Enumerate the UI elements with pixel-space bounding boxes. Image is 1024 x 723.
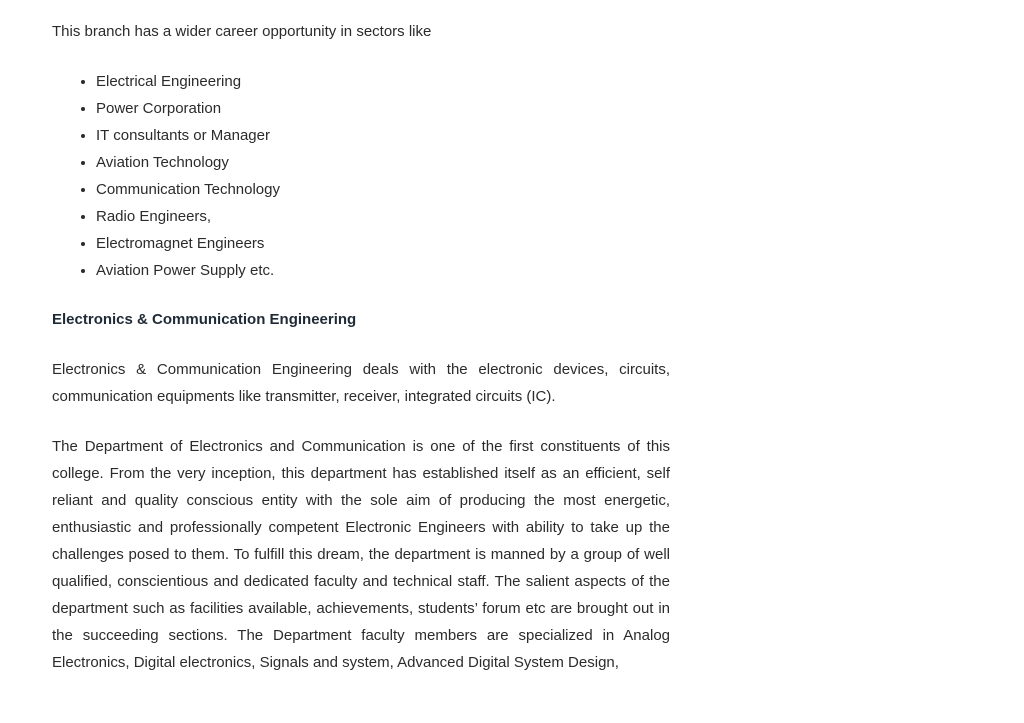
list-item: • IT consultants or Manager [96,122,670,149]
section-heading: Electronics & Communication Engineering [52,311,357,328]
list-item: • Power Corporation [96,95,670,122]
list-item: • Electrical Engineering [96,68,670,95]
list-item: • Electromagnet Engineers [96,230,670,257]
list-item: • Aviation Power Supply etc. [96,257,670,284]
list-item: • Radio Engineers, [96,203,670,230]
paragraph-ece-definition: Electronics & Communication Engineering deals with the electronic devices, circuits, communication equipments like transmitter, receiver, integrated circuits (IC). [52,361,670,405]
career-list [52,68,670,284]
paragraph-department-description: The Department of Electronics and Communication is one of the first constituents of this college. From the very inception, this department has established itself as an efficient, self reliant and quality conscious entity with the sole aim of producing the most energetic, enthusiastic and professionally competent Electronic Engineers with ability to take up the challenges posed to them. To fulfill this dream, the department is manned by a group of well qualified, conscientious and dedicated faculty and technical staff. The salient aspects of the department such as facilities available, achievements, students’ forum etc are brought out in the succeeding sections. The Department faculty members are specialized in Analog Electronics, Digital electronics, Signals and system, Advanced Digital System Design, [52,438,670,671]
list-item: • Aviation Technology [96,149,670,176]
intro-text: This branch has a wider career opportunity in sectors like [52,23,432,40]
list-item: • Communication Technology [96,176,670,203]
article-content [52,18,670,676]
